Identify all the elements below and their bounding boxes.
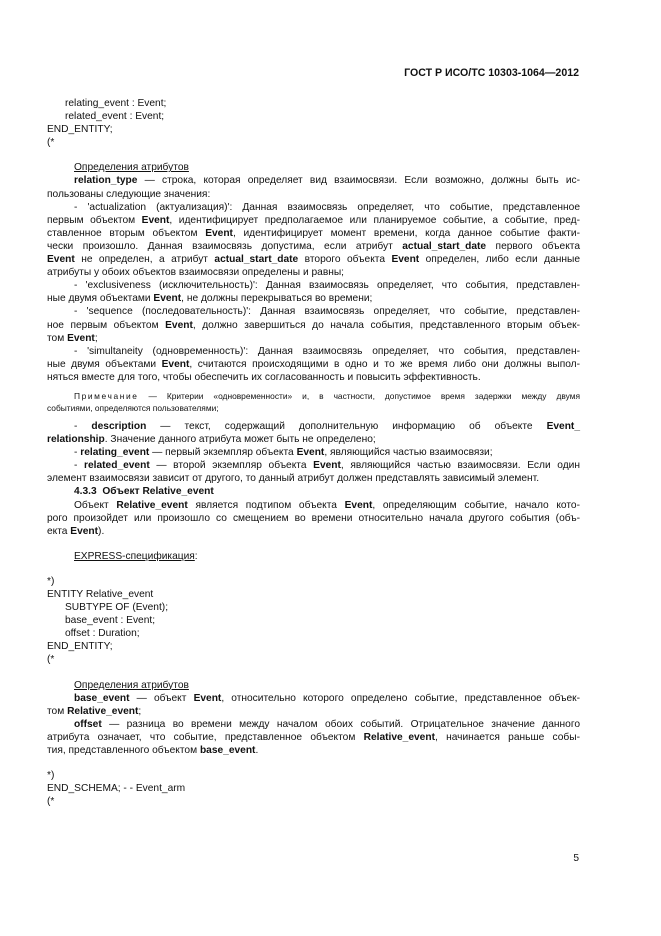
paragraph-line: ставленное вторым объектом Event, идентифицирует момент времени, когда данное событие факти- [47,227,581,239]
code-line: END_ENTITY; [47,641,113,653]
paragraph-line: ное первым объектом Event, должно завершиться до начала события, представленного вторым объек- [47,319,580,331]
express-heading: EXPRESS-спецификация: [74,550,198,562]
paragraph-line: base_event — объект Event, относительно которого определено событие, представленное объек- [74,692,580,704]
code-line: relating_event : Event; [65,98,167,109]
code-line: (* [47,137,55,149]
paragraph-line: - 'actualization (актуализация)': Данная взаимосвязь определяет, что событие, представленное [74,201,580,213]
paragraph-line: тия, представленного объектом base_event. [47,745,259,757]
code-line: base_event : Event; [65,615,156,627]
paragraph-line: атрибута означает, что событие, представленное объектом Relative_event, начинается раньше собы- [47,731,580,743]
code-line: END_SCHEMA; - - Event_arm [47,783,186,795]
paragraph-line: рого произойдет или произошло со смещением во времени относительно начала другого события (объ- [47,512,580,524]
paragraph-line: том Event; [47,332,98,344]
paragraph-line: relationship. Значение данного атрибута может быть не определено; [47,434,376,446]
paragraph-line: ные двумя объектами Event, не должны перекрываться во времени; [47,293,373,305]
paragraph-line: пользованы следующие значения: [47,188,211,200]
code-line: (* [47,654,55,666]
code-line: *) [47,575,55,587]
code-line: related_event : Event; [65,111,165,123]
paragraph-line: чески произошло. Данная взаимосвязь допустима, если атрибут actual_start_date первого объекта [47,240,580,252]
paragraph-line: екта Event). [47,525,105,537]
code-line: *) [47,770,55,782]
paragraph-line: Объект Relative_event является подтипом объекта Event, определяющим событие, начало кото- [74,499,580,511]
paragraph-line: - 'sequence (последовательность)': Данная взаимосвязь определяет, что событие, представлен- [74,306,580,318]
code-line: (* [47,796,55,808]
paragraph-line: - 'simultaneity (одновременность)': Данная взаимосвязь определяет, что события, представлен- [74,345,580,357]
code-line: SUBTYPE OF (Event); [65,602,169,614]
paragraph-line: - related_event — второй экземпляр объекта Event, являющийся частью взаимосвязи. Если один [74,460,580,472]
code-line: offset : Duration; [65,628,140,640]
note-line: событиями, определяются пользователями; [47,402,219,413]
paragraph-line: няться вместе для того, чтобы обеспечить их согласованность и повысить эффективность. [47,371,481,383]
paragraph-line: Event не определен, а атрибут actual_start_date второго объекта Event определен, либо если данные [47,254,580,266]
note-line: Примечание — Критерии «одновременности» и, в частности, допустимое время задержки между двумя [74,390,580,401]
page-number: 5 [573,853,579,864]
paragraph-line: том Relative_event; [47,705,142,717]
paragraph-line: ные двумя объектами Event, считаются происходящими в одно и то же время либо они должны выпол- [47,358,580,370]
paragraph-line: - relating_event — первый экземпляр объекта Event, являющийся частью взаимосвязи; [74,447,493,459]
code-line: ENTITY Relative_event [47,589,154,600]
paragraph-line: offset — разница во времени между началом обоих событий. Отрицательное значение данного [74,718,580,730]
attributes-heading: Определения атрибутов [74,162,189,174]
document-body [47,97,580,808]
document-header: ГОСТ Р ИСО/ТС 10303-1064—2012 [404,67,579,79]
paragraph-line: relation_type — строка, которая определяет вид взаимосвязи. Если возможно, должны быть ис- [74,175,580,187]
code-line: END_ENTITY; [47,124,113,136]
paragraph-line: атрибуты у обоих объектов взаимосвязи определены и равны; [47,267,345,279]
paragraph-line: элемент взаимосвязи зависит от другого, то данный атрибут должен представлять зависимый элемент. [47,473,540,485]
paragraph-line: - 'exclusiveness (исключительность)': Данная взаимосвязь определяет, что события, представлен- [74,280,580,292]
attributes-heading: Определения атрибутов [74,679,189,691]
section-title: 4.3.3 Объект Relative_event [74,486,214,498]
paragraph-line: - description — текст, содержащий дополнительную информацию об объекте Event_ [74,420,580,432]
paragraph-line: первым объектом Event, идентифицирует предполагаемое или планируемое событие, а событие, пред- [47,214,580,226]
